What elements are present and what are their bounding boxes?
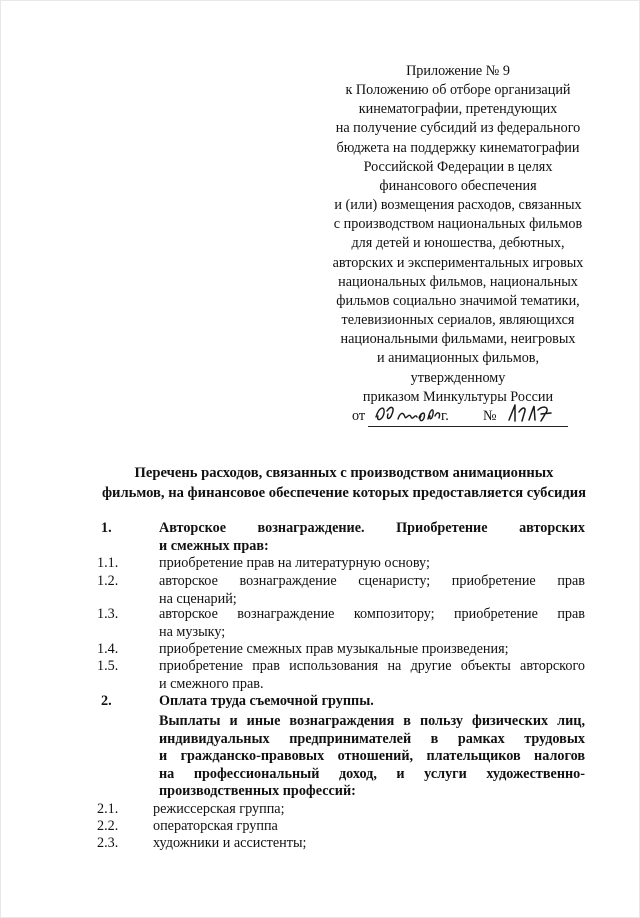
- item-number: 1.1.: [97, 555, 119, 571]
- item-text: Выплаты и иные вознаграждения в пользу физических лиц, индивидуальных предпринимателей в рамках трудовых и гражданско-правовых отношений, плательщиков налогов на профессиональный доход, и услуги художественно- производственных профессий:: [159, 713, 585, 799]
- handwritten-date-signature: [373, 401, 443, 427]
- item-number: 1.: [101, 520, 112, 536]
- item-text: операторская группа: [153, 818, 278, 834]
- order-date-number: [313, 407, 603, 429]
- item-text: Оплата труда съемочной группы.: [159, 693, 374, 709]
- appendix-line: с производством национальных фильмов: [333, 216, 583, 233]
- item-number: 2.2.: [97, 818, 119, 834]
- item-text: приобретение прав на литературную основу;: [159, 555, 430, 571]
- item-text: авторское вознаграждение сценаристу; приобретение прав на сценарий;: [159, 573, 585, 607]
- title-line: фильмов, на финансовое обеспечение которых предоставляется субсидия: [101, 485, 587, 501]
- item-text: художники и ассистенты;: [153, 835, 307, 851]
- appendix-line: для детей и юношества, дебютных,: [351, 235, 565, 252]
- item-number: 1.2.: [97, 573, 119, 589]
- number-prefix: №: [483, 407, 497, 424]
- document-title: [89, 463, 599, 503]
- item-number: 2.: [101, 693, 112, 709]
- handwritten-number-signature: [505, 400, 555, 426]
- appendix-line: и (или) возмещения расходов, связанных: [334, 197, 582, 214]
- date-suffix: г.: [441, 407, 449, 424]
- item-text: Авторское вознаграждение. Приобретение авторских и смежных прав:: [159, 520, 585, 554]
- appendix-line: бюджета на поддержку кинематографии: [336, 139, 580, 156]
- appendix-line: на получение субсидий из федерального: [335, 120, 581, 137]
- appendix-line: и анимационных фильмов,: [376, 350, 540, 367]
- appendix-line: Российской Федерации в целях: [363, 158, 553, 175]
- item-number: 1.4.: [97, 641, 119, 657]
- appendix-line: национальными фильмами, неигровых: [340, 331, 576, 348]
- item-text: авторское вознаграждение композитору; приобретение прав на музыку;: [159, 606, 585, 640]
- appendix-title: Приложение № 9: [406, 63, 510, 79]
- appendix-line: приказом Минкультуры России: [362, 388, 554, 405]
- appendix-line: финансового обеспечения: [379, 177, 537, 194]
- item-number: 1.5.: [97, 658, 119, 674]
- date-prefix: от: [352, 407, 366, 424]
- appendix-header: [313, 62, 603, 429]
- appendix-line: к Положению об отборе организаций: [345, 82, 571, 99]
- appendix-line: авторских и экспериментальных игровых: [332, 254, 584, 271]
- item-text: режиссерская группа;: [153, 801, 285, 817]
- title-line: Перечень расходов, связанных с производством анимационных: [134, 465, 554, 481]
- item-number: 1.3.: [97, 606, 119, 622]
- appendix-line: фильмов социально значимой тематики,: [336, 292, 580, 309]
- item-number: 2.3.: [97, 835, 119, 851]
- appendix-line: кинематографии, претендующих: [358, 101, 558, 118]
- appendix-line: утвержденному: [410, 369, 506, 386]
- item-number: 2.1.: [97, 801, 119, 817]
- item-text: приобретение смежных прав музыкальные произведения;: [159, 641, 509, 657]
- appendix-line: телевизионных сериалов, являющихся: [341, 312, 575, 329]
- item-text: приобретение прав использования на другие объекты авторского и смежного прав.: [159, 658, 585, 692]
- date-number-underline: [368, 426, 568, 427]
- appendix-line: национальных фильмов, национальных: [338, 273, 578, 290]
